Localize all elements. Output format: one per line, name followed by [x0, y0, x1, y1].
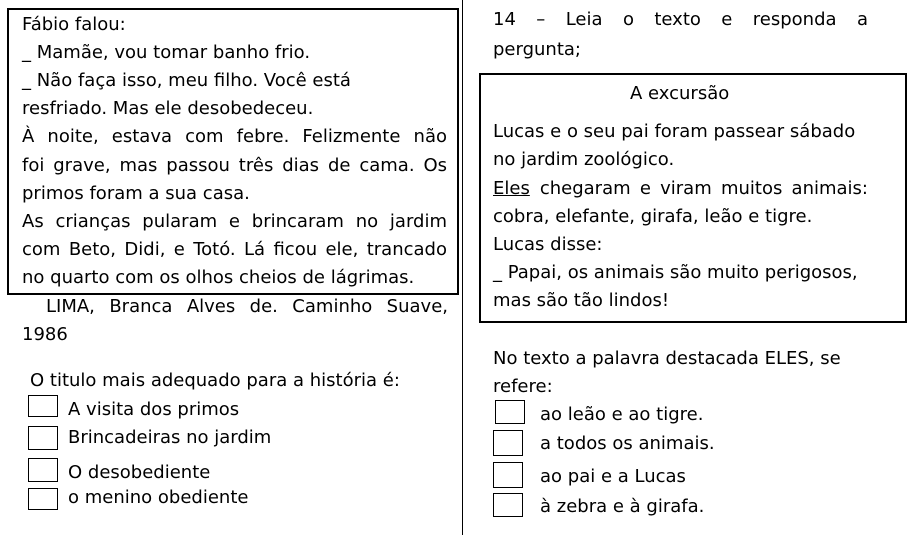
story-title: A excursão: [630, 83, 730, 104]
story-line: _ Mamãe, vou tomar banho frio.: [22, 42, 311, 63]
question-right: No texto a palavra destacada ELES, se: [493, 348, 841, 369]
option-label: ao leão e ao tigre.: [540, 404, 704, 425]
option-checkbox[interactable]: [493, 430, 523, 456]
story-line: As crianças pularam e brincaram no jardim: [22, 211, 447, 232]
story-line: À noite, estava com febre. Felizmente não: [22, 126, 447, 147]
story-line: resfriado. Mas ele desobedeceu.: [22, 98, 314, 119]
option-label: à zebra e à girafa.: [540, 496, 705, 517]
exercise-header: pergunta;: [493, 39, 581, 60]
option-checkbox[interactable]: [28, 458, 58, 482]
column-divider: [462, 0, 463, 535]
option-checkbox[interactable]: [495, 400, 525, 424]
exercise-header: 14 – Leia o texto e responda a: [493, 9, 868, 30]
option-checkbox[interactable]: [493, 462, 523, 488]
option-label: ao pai e a Lucas: [540, 466, 686, 487]
story-line: [22, 71, 447, 91]
story-line: com Beto, Didi, e Totó. Lá ficou ele, trancado: [22, 239, 447, 260]
story-line: _ Papai, os animais são muito perigosos,: [493, 262, 858, 283]
option-checkbox[interactable]: [28, 395, 58, 417]
story-line: [493, 179, 868, 199]
story-line: Lucas e o seu pai foram passear sábado: [493, 121, 856, 142]
story-line: mas são tão lindos!: [493, 290, 670, 311]
option-label: A visita dos primos: [68, 399, 240, 420]
option-label: a todos os animais.: [540, 433, 715, 454]
option-checkbox[interactable]: [493, 493, 523, 517]
story-text: _ Não faça isso, meu filho. Você está: [22, 70, 351, 91]
story-line: no quarto com os olhos cheios de lágrimas.: [22, 267, 415, 288]
option-label: O desobediente: [68, 462, 211, 483]
option-label: o menino obediente: [68, 487, 249, 508]
story-text: chegaram e viram muitos animais:: [539, 178, 868, 199]
story-line: Lucas disse:: [493, 234, 603, 255]
story-line: no jardim zoológico.: [493, 149, 675, 170]
highlighted-word: Eles: [493, 178, 530, 199]
option-checkbox[interactable]: [28, 426, 58, 450]
story-line: primos foram a sua casa.: [22, 183, 250, 204]
question-right: refere:: [493, 376, 553, 397]
story-line: foi grave, mas passou três dias de cama. Os: [22, 155, 447, 176]
story-line: Fábio falou:: [22, 14, 126, 35]
citation-year: 1986: [22, 324, 68, 345]
citation: LIMA, Branca Alves de. Caminho Suave,: [46, 296, 448, 317]
option-label: Brincadeiras no jardim: [68, 427, 272, 448]
story-line: cobra, elefante, girafa, leão e tigre.: [493, 206, 813, 227]
question-left: O titulo mais adequado para a história é:: [30, 370, 400, 391]
option-checkbox[interactable]: [28, 488, 58, 510]
